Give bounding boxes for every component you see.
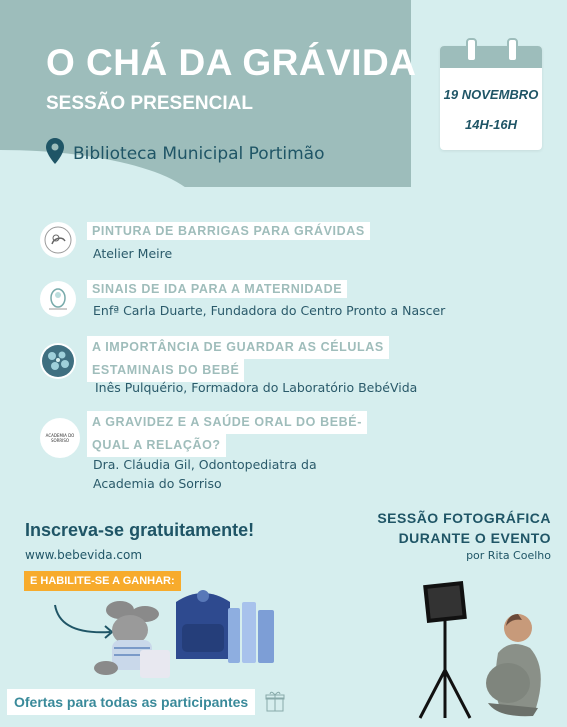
academia-logo-text: ACADEMIA DO SORRISO [45,433,75,443]
photo-session-by: por Rita Coelho [466,549,551,562]
signup-headline: Inscreva-se gratuitamente! [25,520,255,540]
baby-products-icon [226,598,278,664]
calendar-ring-icon [507,38,518,62]
location [46,138,324,169]
academia-do-sorriso-logo-icon [40,418,80,458]
session-title-line: A IMPORTÂNCIA DE GUARDAR AS CÉLULAS [87,336,389,359]
pronto-a-nascer-logo-icon [40,281,76,317]
calendar-card [440,46,542,150]
session-title-line: A GRAVIDEZ E A SAÚDE ORAL DO BEBÉ- [87,411,367,434]
session-speaker [93,455,317,493]
session-speaker: Inês Pulquério, Formadora do Laboratório BebéVida [95,380,418,395]
session-speaker: Atelier Meire [93,246,173,261]
session-title: PINTURA DE BARRIGAS PARA GRÁVIDAS [87,222,370,240]
gift-icon [265,690,285,712]
photo-session-title-line: DURANTE O EVENTO [398,530,551,546]
session-speaker: Enfª Carla Duarte, Fundadora do Centro Pronto a Nascer [93,303,446,318]
location-text: Biblioteca Municipal Portimão [73,143,325,164]
session-title-line: QUAL A RELAÇÃO? [87,434,226,457]
calendar-ring-icon [466,38,477,62]
photo-session-title [377,508,551,548]
prize-label: E HABILITE-SE A GANHAR: [24,571,181,591]
session-speaker-line: Dra. Cláudia Gil, Odontopediatra da [93,457,317,472]
event-date: 19 NOVEMBRO [443,87,539,102]
website-link[interactable]: www.bebevida.com [25,548,143,562]
location-pin-icon [46,138,64,169]
calendar-text [440,80,542,140]
studio-light-icon [410,580,480,720]
offers-badge: Ofertas para todas as participantes [7,689,255,715]
session-title: SINAIS DE IDA PARA A MATERNIDADE [87,280,347,298]
event-time: 14H-16H [464,117,518,132]
session-speaker-line: Academia do Sorriso [93,476,222,491]
calendar-header [440,46,542,68]
event-title: O CHÁ DA GRÁVIDA [46,42,417,83]
session-title-line: ESTAMINAIS DO BEBÉ [87,359,244,382]
pregnant-woman-icon [478,608,558,723]
photo-session-title-line: SESSÃO FOTOGRÁFICA [377,510,551,526]
bebevida-cells-logo-icon [40,343,76,379]
event-subtitle: SESSÃO PRESENCIAL [46,93,253,114]
atelier-logo-icon [40,222,76,258]
